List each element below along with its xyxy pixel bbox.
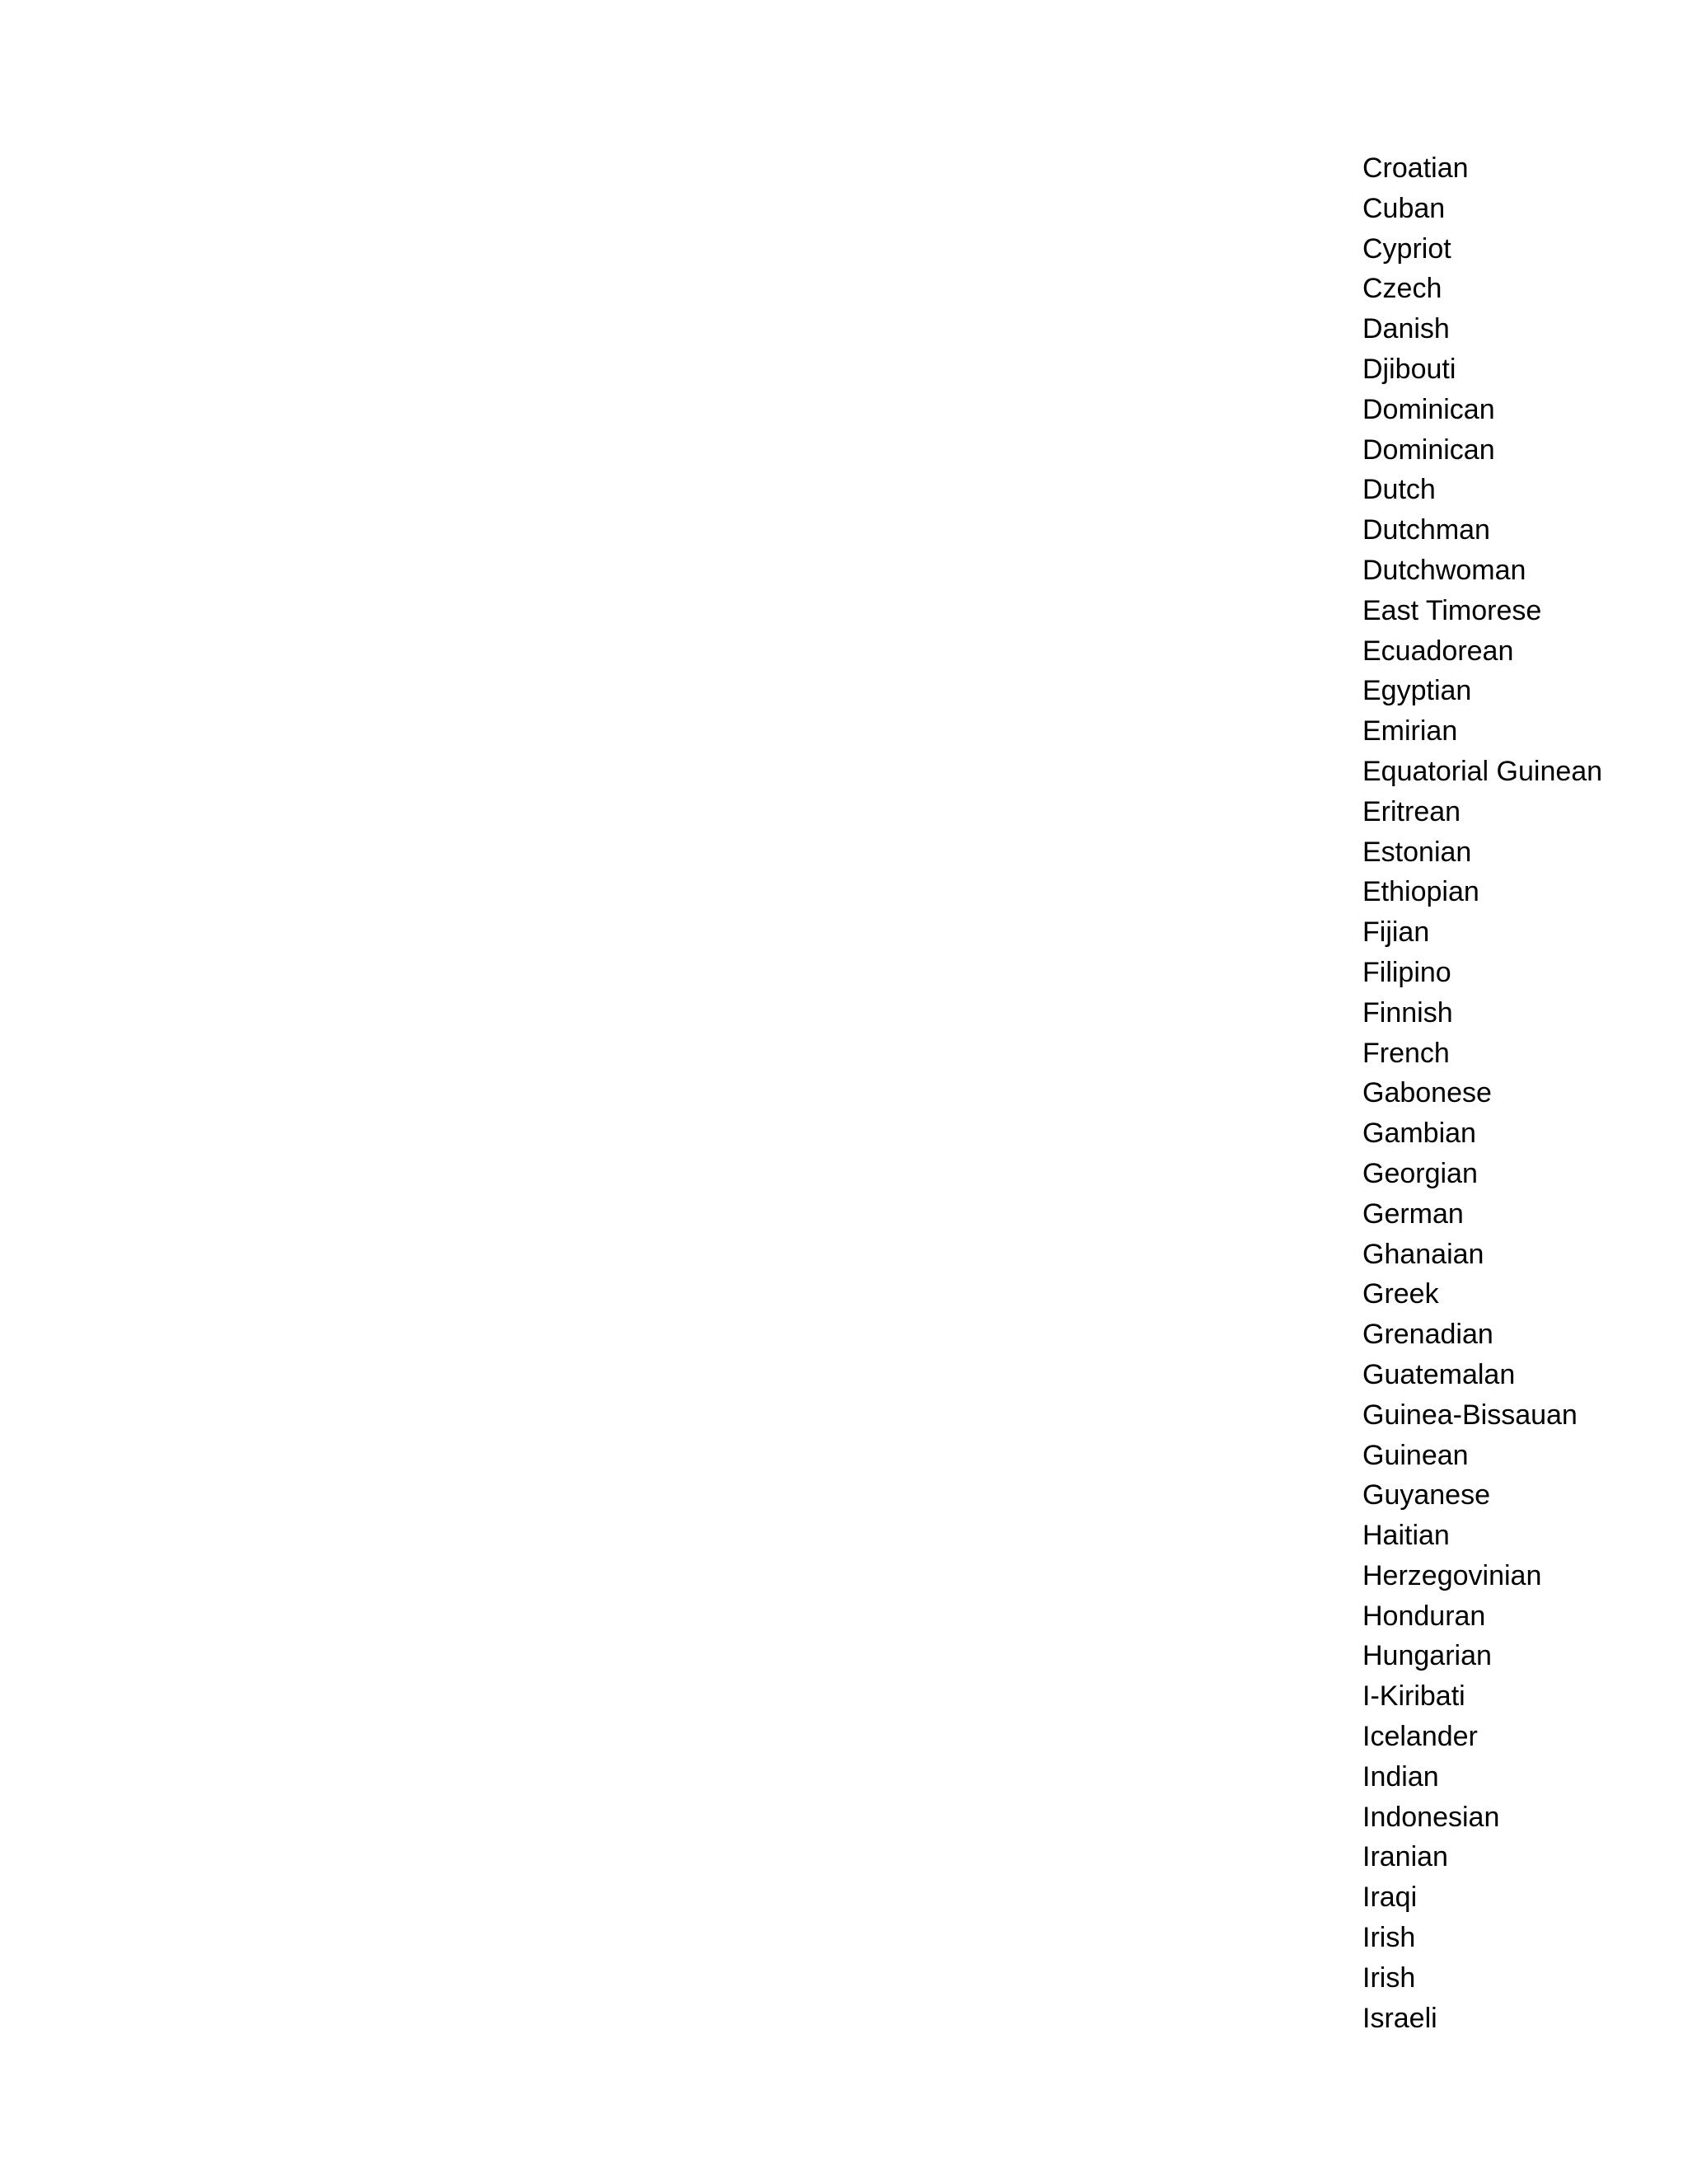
cell-nationality[interactable]: Israeli bbox=[1362, 2002, 1437, 2034]
cell-nationality[interactable]: Guinean bbox=[1362, 1439, 1469, 1471]
cell-nationality[interactable]: Dutchman bbox=[1362, 514, 1490, 546]
cell-nationality[interactable]: Dutchwoman bbox=[1362, 554, 1526, 586]
cell-nationality[interactable]: I-Kiribati bbox=[1362, 1680, 1465, 1713]
cell-nationality[interactable]: Ecuadorean bbox=[1362, 635, 1514, 667]
cell-nationality[interactable]: Greek bbox=[1362, 1278, 1439, 1310]
cell-nationality[interactable]: German bbox=[1362, 1197, 1464, 1230]
cell-nationality[interactable]: Estonian bbox=[1362, 836, 1472, 868]
cell-nationality[interactable]: Iraqi bbox=[1362, 1882, 1418, 1914]
cell-nationality[interactable]: Indian bbox=[1362, 1760, 1439, 1793]
cell-nationality[interactable]: Djibouti bbox=[1362, 353, 1456, 385]
cell-nationality[interactable]: Hungarian bbox=[1362, 1640, 1492, 1672]
cell-nationality[interactable]: Dominican bbox=[1362, 393, 1495, 425]
cell-nationality[interactable]: Grenadian bbox=[1362, 1319, 1493, 1351]
cell-nationality[interactable]: Iranian bbox=[1362, 1841, 1448, 1873]
cell-nationality[interactable]: Ethiopian bbox=[1362, 876, 1479, 908]
cell-nationality[interactable]: Egyptian bbox=[1362, 675, 1472, 707]
nationality-column bbox=[1362, 148, 1603, 2038]
cell-nationality[interactable]: Guatemalan bbox=[1362, 1358, 1516, 1390]
cell-nationality[interactable]: Honduran bbox=[1362, 1600, 1486, 1632]
cell-nationality[interactable]: Cuban bbox=[1362, 192, 1446, 224]
cell-nationality[interactable]: Irish bbox=[1362, 1922, 1416, 1954]
cell-nationality[interactable]: Gabonese bbox=[1362, 1077, 1492, 1109]
cell-nationality[interactable]: French bbox=[1362, 1037, 1450, 1069]
cell-nationality[interactable]: Croatian bbox=[1362, 152, 1469, 184]
cell-nationality[interactable]: Guyanese bbox=[1362, 1479, 1490, 1511]
cell-nationality[interactable]: Indonesian bbox=[1362, 1801, 1500, 1833]
cell-nationality[interactable]: Cypriot bbox=[1362, 232, 1451, 265]
cell-nationality[interactable]: Czech bbox=[1362, 273, 1442, 305]
cell-nationality[interactable]: Irish bbox=[1362, 1961, 1416, 1994]
cell-nationality[interactable]: Georgian bbox=[1362, 1157, 1478, 1189]
cell-nationality[interactable]: Emirian bbox=[1362, 715, 1458, 748]
cell-nationality[interactable]: East Timorese bbox=[1362, 594, 1542, 626]
cell-nationality[interactable]: Haitian bbox=[1362, 1520, 1450, 1552]
cell-nationality[interactable]: Ghanaian bbox=[1362, 1238, 1484, 1270]
cell-nationality[interactable]: Herzegovinian bbox=[1362, 1559, 1542, 1591]
cell-nationality[interactable]: Gambian bbox=[1362, 1118, 1476, 1150]
cell-nationality[interactable]: Finnish bbox=[1362, 996, 1453, 1029]
cell-nationality[interactable]: Danish bbox=[1362, 313, 1450, 345]
cell-nationality[interactable]: Eritrean bbox=[1362, 795, 1461, 827]
cell-nationality[interactable]: Fijian bbox=[1362, 916, 1430, 949]
cell-nationality[interactable]: Equatorial Guinean bbox=[1362, 755, 1603, 787]
cell-nationality[interactable]: Dominican bbox=[1362, 434, 1495, 466]
cell-nationality[interactable]: Filipino bbox=[1362, 956, 1451, 988]
cell-nationality[interactable]: Icelander bbox=[1362, 1721, 1478, 1753]
cell-nationality[interactable]: Dutch bbox=[1362, 474, 1436, 506]
cell-nationality[interactable]: Guinea-Bissauan bbox=[1362, 1399, 1578, 1431]
